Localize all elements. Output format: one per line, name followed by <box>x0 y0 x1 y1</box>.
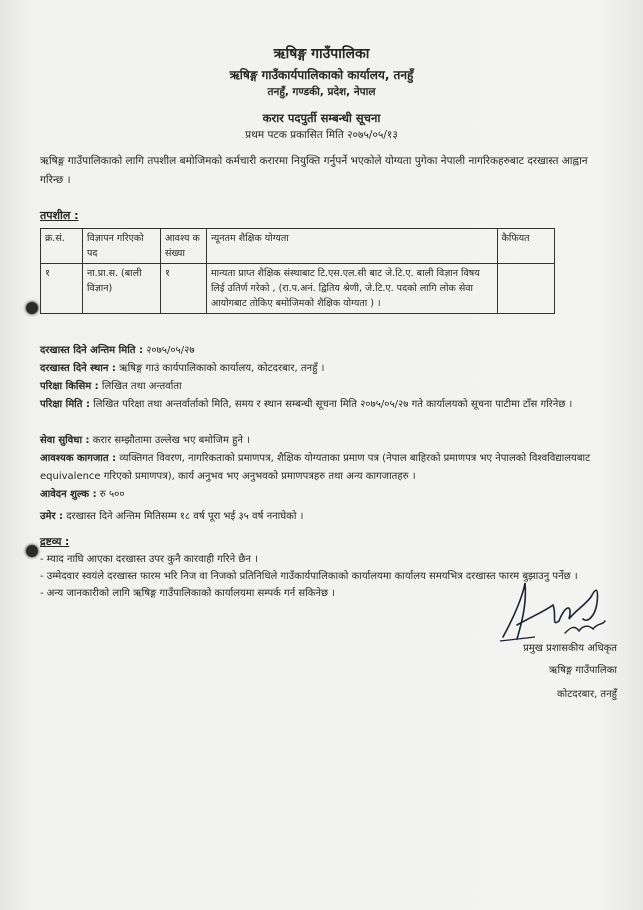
deadline-value: २०७५/०५/२७ <box>146 345 195 356</box>
place-value: ऋषिङ्ग गाउं कार्यपालिकाको कार्यालय, कोटदरबार, तनहुँ । <box>119 363 325 374</box>
place-label: दरखास्त दिने स्थान : <box>40 363 116 374</box>
table-row <box>41 264 555 314</box>
punch-hole <box>26 545 38 557</box>
documents-label: आवश्यक कागजात : <box>40 453 117 464</box>
remarks-cell <box>497 264 554 314</box>
exam-type-value: लिखित तथा अन्तर्वाता <box>101 381 182 392</box>
signatory-place: कोटदरबार, तनहुँ <box>556 689 617 700</box>
notes-heading: द्रष्टव्य : <box>40 536 70 548</box>
deadline-label: दरखास्त दिने अन्तिम मिति : <box>40 345 143 356</box>
age-value: दरखास्त दिने अन्तिम मितिसम्म १८ वर्ष पूरा भई ३५ वर्ष ननाघेको । <box>66 511 304 522</box>
deadline-line <box>40 342 600 360</box>
facility-line <box>40 432 600 450</box>
handwritten-signature <box>495 575 615 650</box>
exam-date-label: परिक्षा मिति : <box>40 399 90 410</box>
details-heading: तपशील : <box>40 209 79 222</box>
exam-date-line <box>40 396 600 414</box>
exam-type-line <box>40 378 600 396</box>
office-name: ऋषिङ्ग गाउँकार्यपालिकाको कार्यालय, तनहुँ <box>229 68 414 82</box>
header-cell: न्यूनतम शैक्षिक योग्यता <box>206 229 497 264</box>
serial-cell: १ <box>41 264 83 314</box>
age-line <box>40 508 600 526</box>
org-name: ऋषिङ्ग गाउँपालिका <box>273 46 370 62</box>
list-item: - अन्य जानकारीको लागि ऋषिङ्ग गाउँपालिकाको कार्यालयमा सम्पर्क गर्न सकिनेछ । <box>40 588 335 599</box>
signatory-title: प्रमुख प्रशासकीय अधिकृत <box>523 643 617 654</box>
fee-value: रु ५०० <box>99 489 125 500</box>
place-line <box>40 360 600 378</box>
vacancy-table <box>40 228 555 314</box>
table-header-row <box>41 229 555 264</box>
signatory-org: ऋषिङ्ग गाउँपालिका <box>548 665 617 676</box>
header-cell: क्र.सं. <box>41 229 83 264</box>
notice-title: करार पदपुर्ती सम्बन्धी सूचना <box>262 111 381 125</box>
intro-paragraph: ऋषिङ्ग गाउँपालिकाको लागि तपशील बमोजिमको कर्मचारी करारमा नियुक्ति गर्नुपर्ने भएकोले योग्यता पुगेका नेपाली नागरिकहरुबाट दरखास्त आह्वान गरिन्छ । <box>40 155 588 186</box>
punch-hole <box>26 302 38 314</box>
fee-line <box>40 486 600 504</box>
exam-date-value: लिखित परिक्षा तथा अन्तर्वार्ताको मिति, समय र स्थान सम्बन्धी सूचना मिति २०७५/०५/२७ गते कार्यालयको सूचना पाटीमा टाँस गरिनेछ । <box>93 399 573 410</box>
fee-label: आवेदन शुल्क : <box>40 489 97 500</box>
exam-type-label: परिक्षा किसिम : <box>40 381 99 392</box>
qualification-cell: मान्यता प्राप्त शैक्षिक संस्थाबाट टि.एस.एल.सी बाट जे.टि.ए. बाली विज्ञान विषय लिई उतिर्ण गरेको , (रा.प.अनं. द्वितिय श्रेणी, जे.टि.ए. पदको लागि लोक सेवा आयोगबाट तोकिए बमोजिमको शैक्षिक योग्यता ) । <box>206 264 497 314</box>
age-label: उमेर : <box>40 511 64 522</box>
header-cell: आवश्य क संख्या <box>160 229 206 264</box>
facility-label: सेवा सुविधा : <box>40 435 90 446</box>
documents-line <box>40 450 600 486</box>
header-cell: विज्ञापन गरिएको पद <box>82 229 160 264</box>
office-address: तनहुँ, गण्डकी, प्रदेश, नेपाल <box>267 86 376 98</box>
list-item: - उम्मेदवार स्वयंले दरखास्त फारम भरि निज वा निजको प्रतिनिधिले गाउँकार्यपालिकाको कार्यालयमा कार्यालय समयभित्र दरखास्त फारम बुझाउनु पर्नेछ । <box>40 571 578 582</box>
header-cell: कैफियत <box>497 229 554 264</box>
documents-value: व्यक्तिगत विवरण, नागरिकताको प्रमाणपत्र, शैक्षिक योग्यताका प्रमाण पत्र (नेपाल बाहिरको प्रमाणपत्र भए नेपालको विश्वविद्यालयबाट equivalence गरिएको प्रमाणपत्र), कार्य अनुभव भए अनुभवको प्रमाणपत्रहरु तथा अन्य कागजातहरु । <box>40 453 591 482</box>
list-item: - म्याद नाघि आएका दरखास्त उपर कुनै कारवाही गरिने छैन । <box>40 554 258 565</box>
post-cell: ना.प्रा.स. (बाली विज्ञान) <box>82 264 160 314</box>
count-cell: १ <box>160 264 206 314</box>
facility-value: करार सम्झौतामा उल्लेख भए बमोजिम हुने । <box>92 435 250 446</box>
published-date: प्रथम पटक प्रकासित मिति २०७५/०५/१३ <box>245 129 398 141</box>
